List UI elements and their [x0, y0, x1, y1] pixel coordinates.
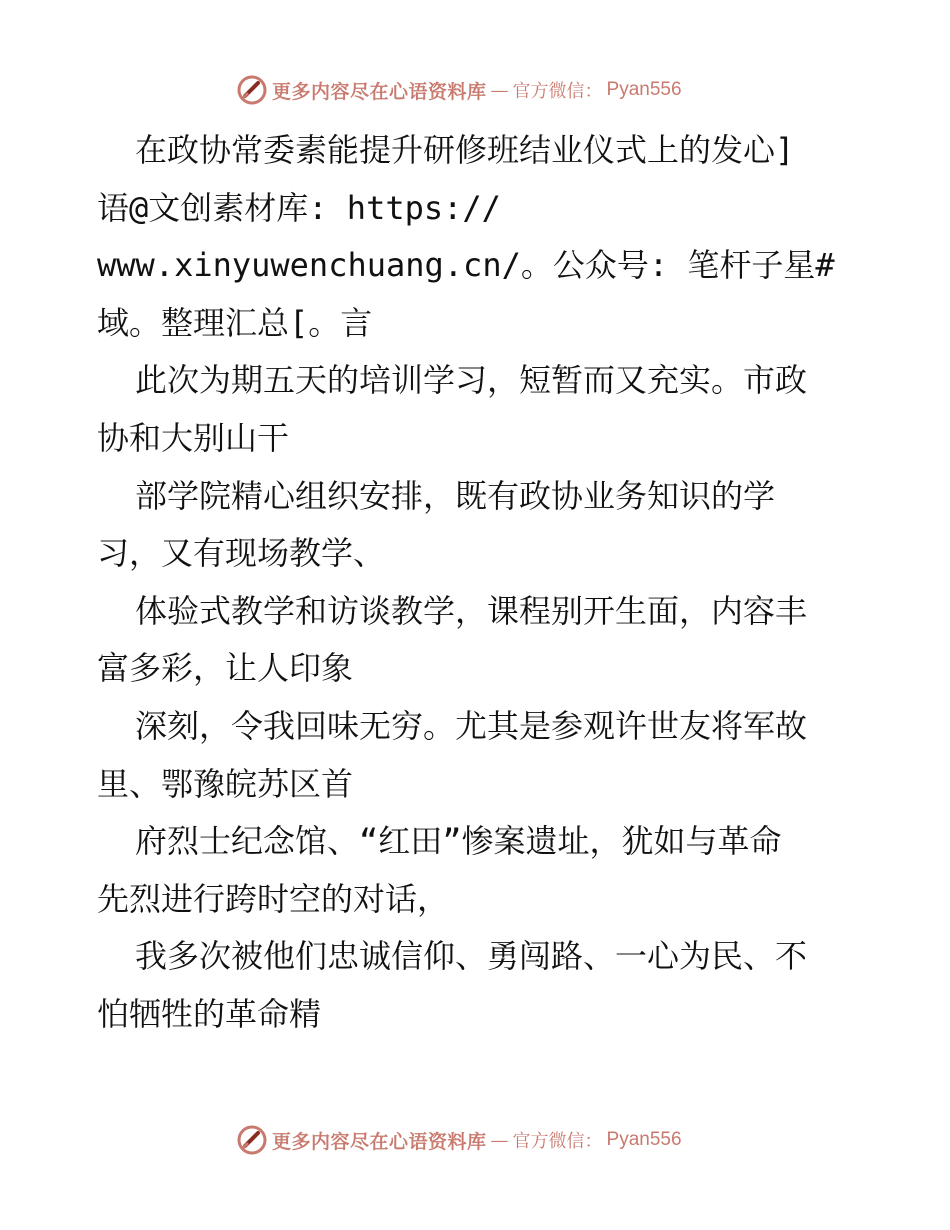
text-line: 先烈进行跨时空的对话，	[97, 879, 450, 918]
banner-wechat-label: 官方微信：	[512, 1131, 603, 1152]
text-line: 怕牺牲的革命精	[97, 994, 322, 1033]
header-banner	[236, 72, 682, 108]
text-line: 府烈士纪念馆、“红田”惨案遗址，犹如与革命	[135, 822, 782, 861]
text-line: 习，又有现场教学、	[97, 534, 386, 573]
text-line: 部学院精心组织安排，既有政协业务知识的学	[135, 476, 776, 515]
text-line: 语@文创素材库: https://	[97, 188, 501, 227]
banner-title: 更多内容尽在心语资料库	[272, 1130, 487, 1153]
banner-title: 更多内容尽在心语资料库	[272, 80, 487, 103]
banner-wechat-label: 官方微信：	[512, 81, 603, 102]
text-line: 在政协常委素能提升研修班结业仪式上的发心]	[135, 131, 795, 169]
footer-banner	[236, 1122, 682, 1158]
document-body	[97, 122, 877, 1044]
brush-logo-icon	[236, 74, 268, 106]
text-line: 深刻，令我回味无穷。尤其是参观许世友将军故	[135, 706, 808, 745]
text-line: www.xinyuwenchuang.cn/。公众号: 笔杆子星#	[97, 246, 835, 285]
text-line: 此次为期五天的培训学习，短暂而又充实。市政	[135, 361, 808, 400]
banner-wechat-id: Pyan556	[606, 79, 682, 100]
banner-dash: —	[490, 79, 509, 101]
text-line: 里、鄂豫皖苏区首	[97, 764, 354, 803]
text-line: 我多次被他们忠诚信仰、勇闯路、一心为民、不	[135, 937, 808, 976]
banner-wechat-id: Pyan556	[606, 1129, 682, 1150]
banner-dash: —	[490, 1129, 509, 1151]
text-line: 富多彩，让人印象	[97, 649, 354, 688]
text-line: 域。整理汇总[。言	[97, 303, 373, 342]
text-line: 体验式教学和访谈教学，课程别开生面，内容丰	[135, 591, 808, 630]
text-line: 协和大别山干	[97, 418, 290, 457]
brush-logo-icon	[236, 1124, 268, 1156]
